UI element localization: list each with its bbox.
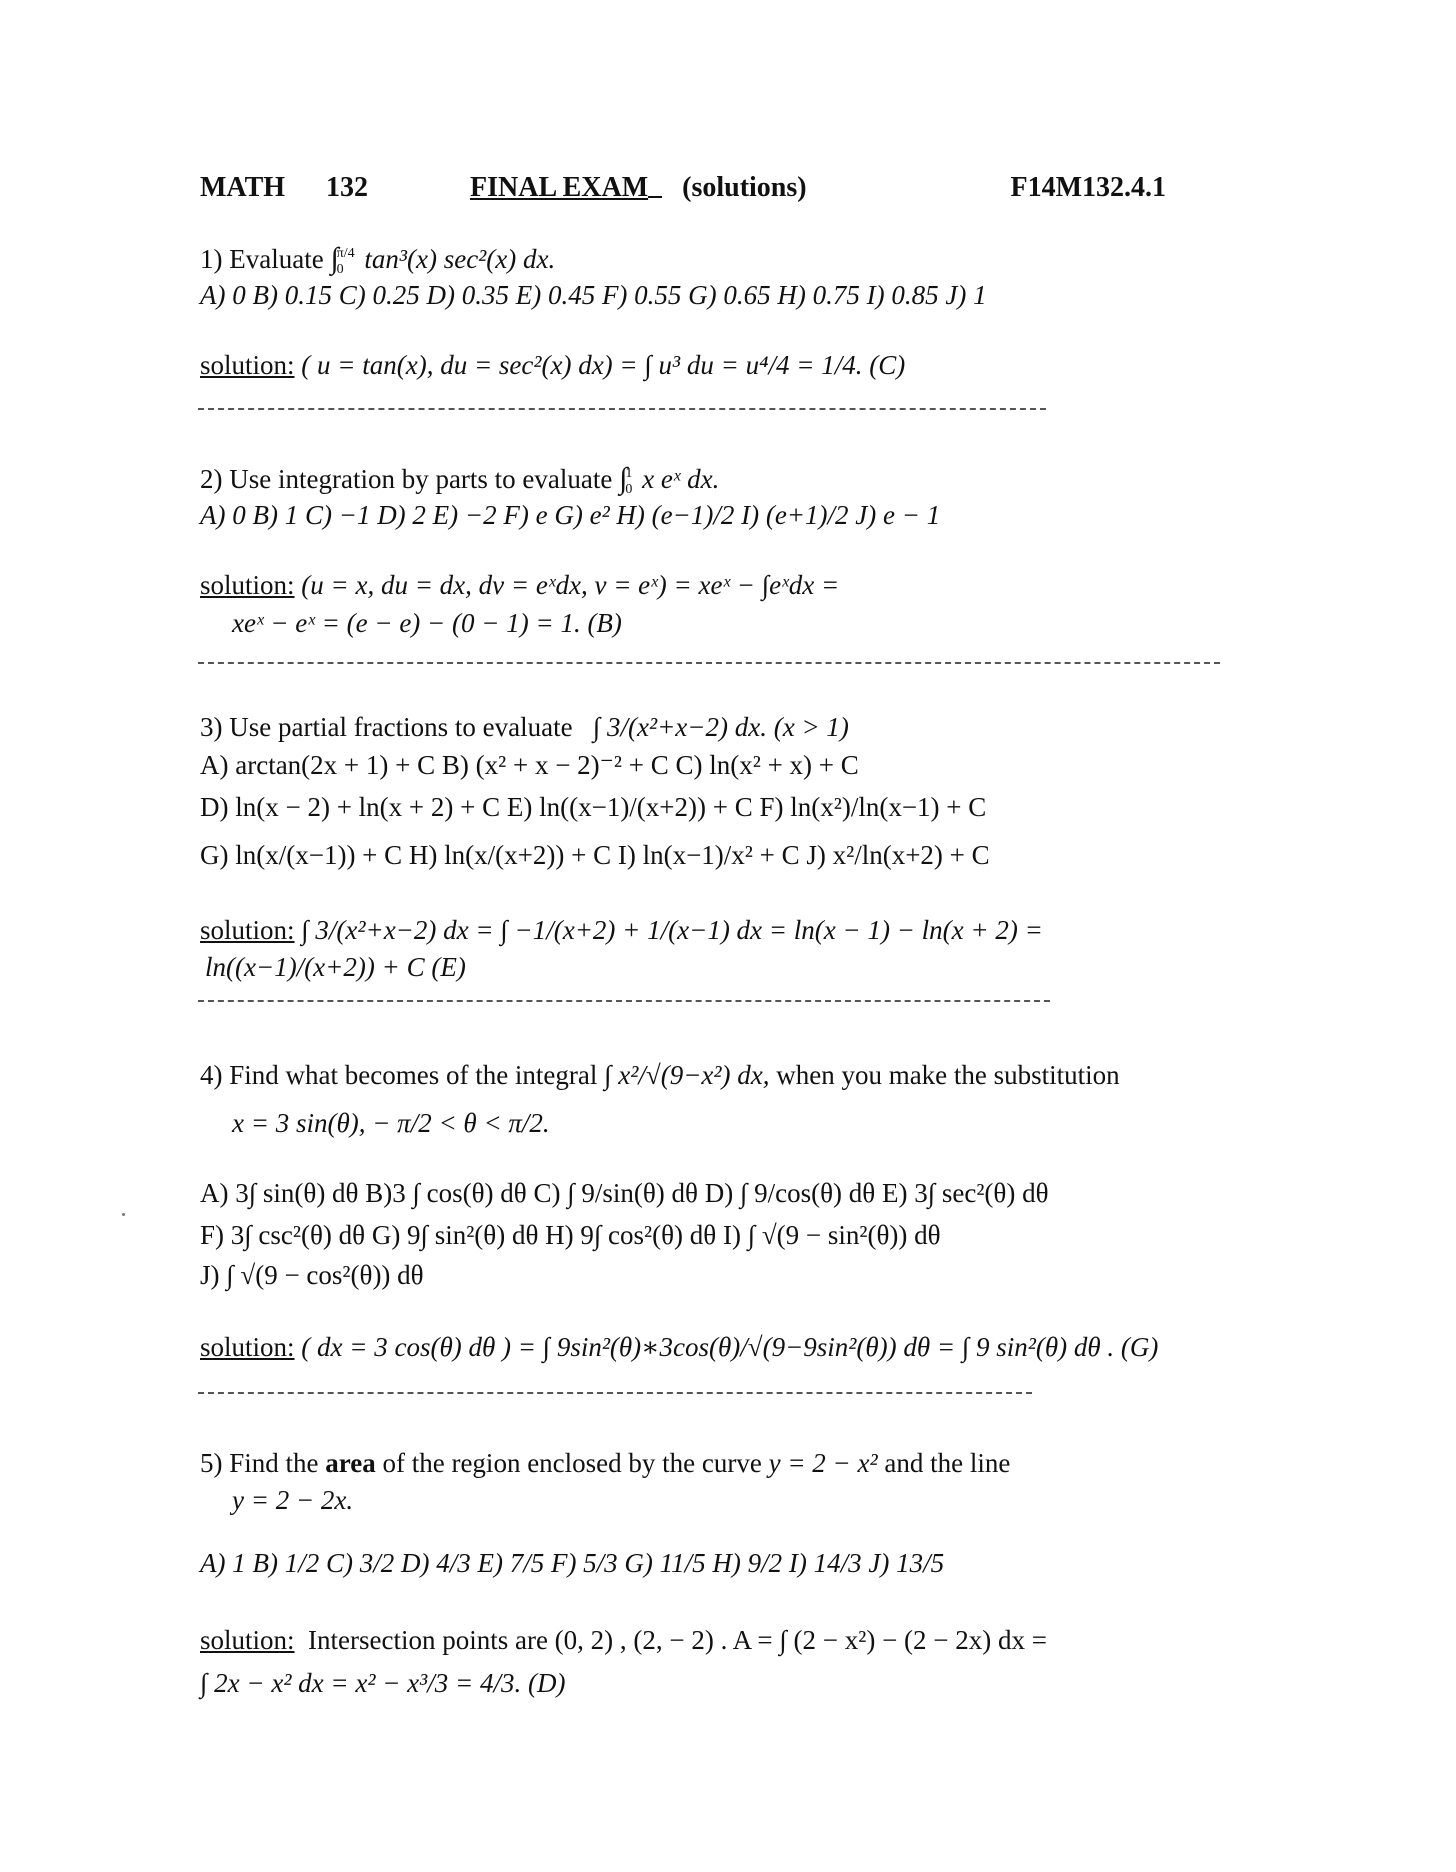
q2-solution-line1 [200,570,839,601]
q4-prompt-tail: when you make the substitution [776,1060,1120,1090]
q5-prompt [200,1448,1010,1479]
header-code: F14M132.4.1 [1010,172,1166,203]
divider [198,408,1046,410]
q1-choices: A) 0 B) 0.15 C) 0.25 D) 0.35 E) 0.45 F) 0.55 G) 0.65 H) 0.75 I) 0.85 J) 1 [200,280,987,310]
q1-solution-label: solution: [200,350,295,380]
q4-prompt [200,1060,1120,1091]
q3-choices-line3: G) ln(x/(x−1)) + C H) ln(x/(x+2)) + C I) ln(x−1)/x² + C J) x²/ln(x+2) + C [200,840,990,870]
q4-integrand: ∫ x²/√(9−x²) dx, [604,1060,770,1090]
q5-curve: y = 2 − x² [768,1448,878,1478]
q5-solution-line1 [200,1625,1047,1656]
q5-solution-text-1: Intersection points are (0, 2) , (2, − 2) . A = ∫ (2 − x²) − (2 − 2x) dx = [308,1625,1047,1655]
q4-solution-text: ( dx = 3 cos(θ) dθ ) = ∫ 9sin²(θ)∗3cos(θ)/√(9−9sin²(θ)) dθ = ∫ 9 sin²(θ) dθ . (G) [301,1332,1159,1362]
q3-prompt [200,712,849,743]
q5-prompt-bold: area [325,1448,376,1478]
q3-solution-line2: ln((x−1)/(x+2)) + C (E) [205,952,466,982]
exam-title: FINAL EXAM [470,172,649,203]
q1-solution-text: ( u = tan(x), du = sec²(x) dx) = ∫ u³ du = u⁴/4 = 1/4. (C) [301,350,906,380]
q3-choices-line2: D) ln(x − 2) + ln(x + 2) + C E) ln((x−1)/(x+2)) + C F) ln(x²)/ln(x−1) + C [200,792,987,822]
divider [198,1392,1032,1394]
header-title [470,172,807,204]
exam-subtitle: (solutions) [682,172,807,203]
q3-solution-label: solution: [200,915,295,945]
q5-solution-label: solution: [200,1625,295,1655]
q4-choices-line3: J) ∫ √(9 − cos²(θ)) dθ [200,1260,424,1290]
q2-solution-text-1: (u = x, du = dx, dv = eˣdx, v = eˣ) = xeˣ − ∫eˣdx = [301,570,840,600]
q4-choices-line1: A) 3∫ sin(θ) dθ B)3 ∫ cos(θ) dθ C) ∫ 9/sin(θ) dθ D) ∫ 9/cos(θ) dθ E) 3∫ sec²(θ) dθ [200,1178,1049,1208]
header-course: MATH [200,172,286,203]
q5-solution-line2: ∫ 2x − x² dx = x² − x³/3 = 4/3. (D) [200,1668,566,1698]
q2-integrand: x eˣ dx. [642,464,720,494]
q4-substitution: x = 3 sin(θ), − π/2 < θ < π/2. [232,1108,550,1138]
q5-prompt-c: and the line [884,1448,1011,1478]
q2-choices: A) 0 B) 1 C) −1 D) 2 E) −2 F) e G) e² H) (e−1)/2 I) (e+1)/2 J) e − 1 [200,500,941,530]
q5-prompt-b: of the region enclosed by the curve [382,1448,762,1478]
q4-prompt-text: 4) Find what becomes of the integral [200,1060,598,1090]
q3-choices-line1: A) arctan(2x + 1) + C B) (x² + x − 2)⁻² + C C) ln(x² + x) + C [200,750,859,780]
q3-prompt-text: 3) Use partial fractions to evaluate [200,712,573,742]
q5-line: y = 2 − 2x. [232,1485,354,1515]
q3-solution-text-1: ∫ 3/(x²+x−2) dx = ∫ −1/(x+2) + 1/(x−1) dx = ln(x − 1) − ln(x + 2) = [301,915,1043,945]
q4-solution-label: solution: [200,1332,295,1362]
q5-choices: A) 1 B) 1/2 C) 3/2 D) 4/3 E) 7/5 F) 5/3 G) 11/5 H) 9/2 I) 14/3 J) 13/5 [200,1548,945,1578]
divider [198,1000,1050,1002]
q2-solution-label: solution: [200,570,295,600]
q3-integrand: ∫ 3/(x²+x−2) dx. (x > 1) [592,712,849,742]
q1-solution [200,350,905,381]
divider [198,662,1220,664]
scan-speck [122,1213,125,1216]
q4-choices-line2: F) 3∫ csc²(θ) dθ G) 9∫ sin²(θ) dθ H) 9∫ cos²(θ) dθ I) ∫ √(9 − sin²(θ)) dθ [200,1220,941,1250]
q1-prompt: 1) Evaluate ∫ π/4 0 tan³(x) sec²(x) dx. [200,242,556,277]
q1-integrand: tan³(x) sec²(x) dx. [364,244,556,274]
q2-prompt: 2) Use integration by parts to evaluate ∫ 1 0 x eˣ dx. [200,462,720,497]
q5-prompt-a: 5) Find the [200,1448,319,1478]
q1-prompt-text: 1) Evaluate [200,244,324,274]
q3-solution-line1 [200,915,1043,946]
q2-prompt-text: 2) Use integration by parts to evaluate [200,464,613,494]
q4-solution [200,1332,1158,1363]
header-course-number: 132 [326,172,368,203]
q2-solution-line2: xeˣ − eˣ = (e − e) − (0 − 1) = 1. (B) [232,608,622,638]
